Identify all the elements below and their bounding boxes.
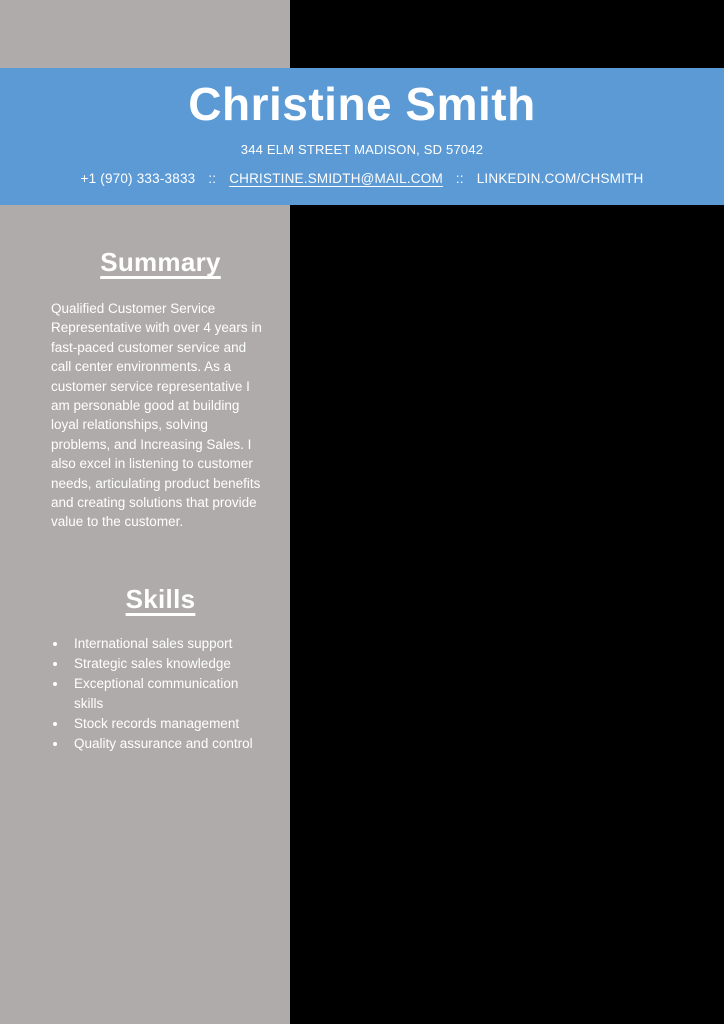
sidebar-content — [0, 205, 290, 754]
skills-list — [51, 634, 270, 754]
skill-item: • International sales support — [68, 634, 270, 654]
contact-separator: :: — [455, 171, 464, 186]
skill-item: • Strategic sales knowledge — [68, 654, 270, 674]
skill-item: • Quality assurance and control — [68, 734, 270, 754]
skill-item: • Exceptional communication skills — [68, 674, 270, 714]
contact-line — [0, 171, 724, 186]
header-banner — [0, 68, 724, 205]
skill-item: • Stock records management — [68, 714, 270, 734]
summary-heading: Summary — [100, 247, 221, 277]
email-link[interactable]: CHRISTINE.SMIDTH@MAIL.COM — [229, 171, 443, 186]
contact-separator: :: — [208, 171, 217, 186]
person-name: Christine Smith — [188, 78, 536, 130]
phone-number: +1 (970) 333-3833 — [80, 171, 196, 186]
skills-heading: Skills — [125, 583, 196, 614]
summary-paragraph: Qualified Customer Service Representative with over 4 years in fast-paced customer service and call center environments. As a customer service representative I am personable good at building loyal relationships, solving problems, and Increasing Sales. I also excel in listening to customer needs, articulating product benefits and creating solutions that provide value to the customer. — [51, 301, 262, 530]
linkedin-text: LINKEDIN.COM/CHSMITH — [476, 171, 644, 186]
address-line: 344 ELM STREET MADISON, SD 57042 — [240, 142, 484, 157]
